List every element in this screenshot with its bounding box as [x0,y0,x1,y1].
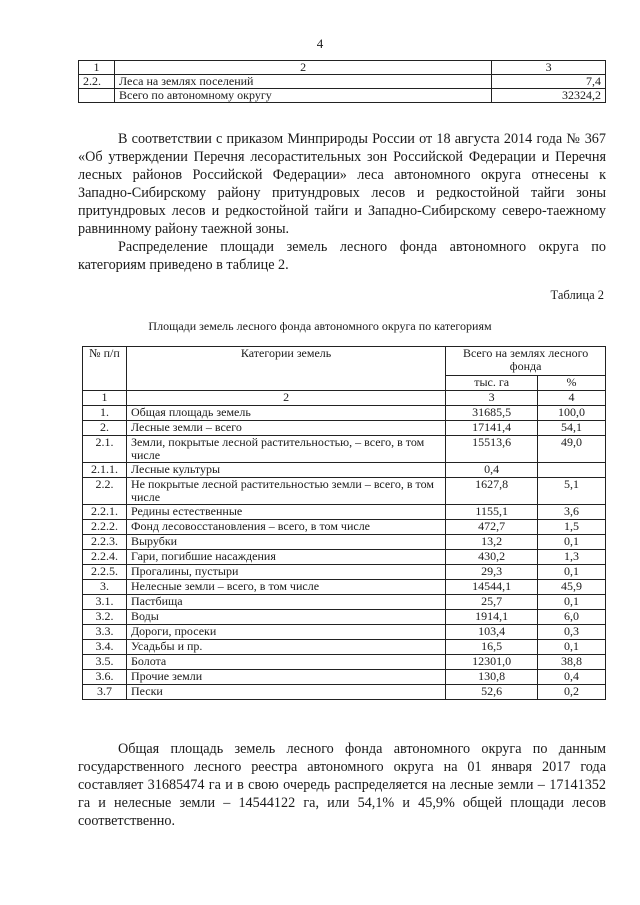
table-header-row [79,61,606,75]
row-area-ha: 472,7 [446,520,538,535]
table-row [83,550,606,565]
column-index: 3 [446,391,538,406]
column-index: 1 [79,61,115,75]
row-number: 2.2.2. [83,520,127,535]
row-label: Всего по автономному округу [114,89,491,103]
row-percent: 0,2 [538,685,606,700]
header-unit-pct: % [538,376,606,391]
table-row [83,610,606,625]
row-category: Лесные культуры [126,463,445,478]
row-category: Дороги, просеки [126,625,445,640]
row-number: 2.1. [83,436,127,463]
table-row [83,685,606,700]
row-number: 2.2.4. [83,550,127,565]
row-number: 3.2. [83,610,127,625]
row-category: Общая площадь земель [126,406,445,421]
row-area-ha: 1914,1 [446,610,538,625]
page-number: 4 [316,36,324,51]
row-category: Вырубки [126,535,445,550]
row-area-ha: 25,7 [446,595,538,610]
table-row [83,580,606,595]
paragraph-summary: Общая площадь земель лесного фонда автономного округа по данным государственного лесного реестра автономного округа на 01 января 2017 года составляет 31685474 га и в свою очередь распределяется на лесные земли – 17141352 га и нелесные земли – 14544122 га, или 54,1% и 45,9% общей площади лесов соответственно. [78,741,606,829]
row-area-ha: 1155,1 [446,505,538,520]
row-category: Прогалины, пустыри [126,565,445,580]
table-row [83,655,606,670]
row-number: 2.2.1. [83,505,127,520]
row-area-ha: 16,5 [446,640,538,655]
row-percent: 49,0 [538,436,606,463]
row-category: Воды [126,610,445,625]
row-percent: 3,6 [538,505,606,520]
row-area-ha: 13,2 [446,535,538,550]
row-value: 32324,2 [492,89,606,103]
table-row [83,505,606,520]
header-unit-ha: тыс. га [446,376,538,391]
row-area-ha: 29,3 [446,565,538,580]
column-index: 2 [126,391,445,406]
row-area-ha: 15513,6 [446,436,538,463]
row-percent: 1,5 [538,520,606,535]
row-number: 3.7 [83,685,127,700]
row-number: 2.2.3. [83,535,127,550]
row-number: 3.3. [83,625,127,640]
row-category: Лесные земли – всего [126,421,445,436]
row-percent: 1,3 [538,550,606,565]
header-total: Всего на землях лесного фонда [446,347,606,376]
row-number: 2. [83,421,127,436]
header-category: Категории земель [126,347,445,391]
row-percent: 0,1 [538,535,606,550]
table-caption: Площади земель лесного фонда автономного округа по категориям [148,319,492,333]
forest-land-categories-table [82,346,606,700]
row-area-ha: 14544,1 [446,580,538,595]
paragraph-classification: В соответствии с приказом Минприроды России от 18 августа 2014 года № 367 «Об утверждении Перечня лесорастительных зон Российской Федерации и Перечня лесных районов Российской Федерации» леса автономного округа отнесены к Западно-Сибирскому району притундровых лесов и редкостойной тайги зоны притундровых лесов и редкостойной тайги и Западно-Сибирскому северо-таежному равнинному району таежной зоны. [78,131,606,237]
row-percent: 38,8 [538,655,606,670]
row-area-ha: 12301,0 [446,655,538,670]
paragraph-distribution-intro: Распределение площади земель лесного фонда автономного округа по категориям приведено в таблице 2. [78,239,606,273]
row-category: Пески [126,685,445,700]
table-row [83,625,606,640]
row-number: 2.2. [83,478,127,505]
row-area-ha: 17141,4 [446,421,538,436]
column-index: 3 [492,61,606,75]
row-category: Усадьбы и пр. [126,640,445,655]
row-category: Не покрытые лесной растительностью земли – всего, в том числе [126,478,445,505]
table-row [83,436,606,463]
column-index: 4 [538,391,606,406]
row-label: Леса на землях поселений [114,75,491,89]
row-area-ha: 430,2 [446,550,538,565]
table-row [83,421,606,436]
row-percent [538,463,606,478]
table-header-row [83,347,606,376]
row-percent: 54,1 [538,421,606,436]
table-row [83,520,606,535]
row-category: Болота [126,655,445,670]
row-number: 3.1. [83,595,127,610]
row-percent: 0,1 [538,595,606,610]
column-index: 2 [114,61,491,75]
column-index: 1 [83,391,127,406]
row-number: 3.4. [83,640,127,655]
row-category: Редины естественные [126,505,445,520]
table-continuation [78,60,606,103]
table-row [83,640,606,655]
row-category: Пастбища [126,595,445,610]
table-row [83,535,606,550]
table-row [83,595,606,610]
row-percent: 0,1 [538,640,606,655]
row-percent: 100,0 [538,406,606,421]
row-number: 2.1.1. [83,463,127,478]
table-row [83,565,606,580]
row-number: 1. [83,406,127,421]
row-value: 7,4 [492,75,606,89]
table-row-total [79,89,606,103]
row-category: Фонд лесовосстановления – всего, в том числе [126,520,445,535]
table-row [83,463,606,478]
row-percent: 45,9 [538,580,606,595]
row-number [79,89,115,103]
row-number: 3.6. [83,670,127,685]
row-area-ha: 103,4 [446,625,538,640]
header-number: № п/п [83,347,127,391]
row-category: Прочие земли [126,670,445,685]
row-category: Гари, погибшие насаждения [126,550,445,565]
row-percent: 0,4 [538,670,606,685]
row-area-ha: 0,4 [446,463,538,478]
table-row [79,75,606,89]
row-percent: 6,0 [538,610,606,625]
table-row [83,406,606,421]
row-number: 3.5. [83,655,127,670]
row-number: 2.2.5. [83,565,127,580]
table-index-row [83,391,606,406]
row-category: Земли, покрытые лесной растительностью, – всего, в том числе [126,436,445,463]
row-percent: 5,1 [538,478,606,505]
row-area-ha: 130,8 [446,670,538,685]
row-number: 3. [83,580,127,595]
row-number: 2.2. [79,75,115,89]
row-percent: 0,3 [538,625,606,640]
table-label: Таблица 2 [550,288,604,302]
row-area-ha: 31685,5 [446,406,538,421]
row-area-ha: 1627,8 [446,478,538,505]
table-row [83,670,606,685]
table-row [83,478,606,505]
row-category: Нелесные земли – всего, в том числе [126,580,445,595]
row-area-ha: 52,6 [446,685,538,700]
row-percent: 0,1 [538,565,606,580]
